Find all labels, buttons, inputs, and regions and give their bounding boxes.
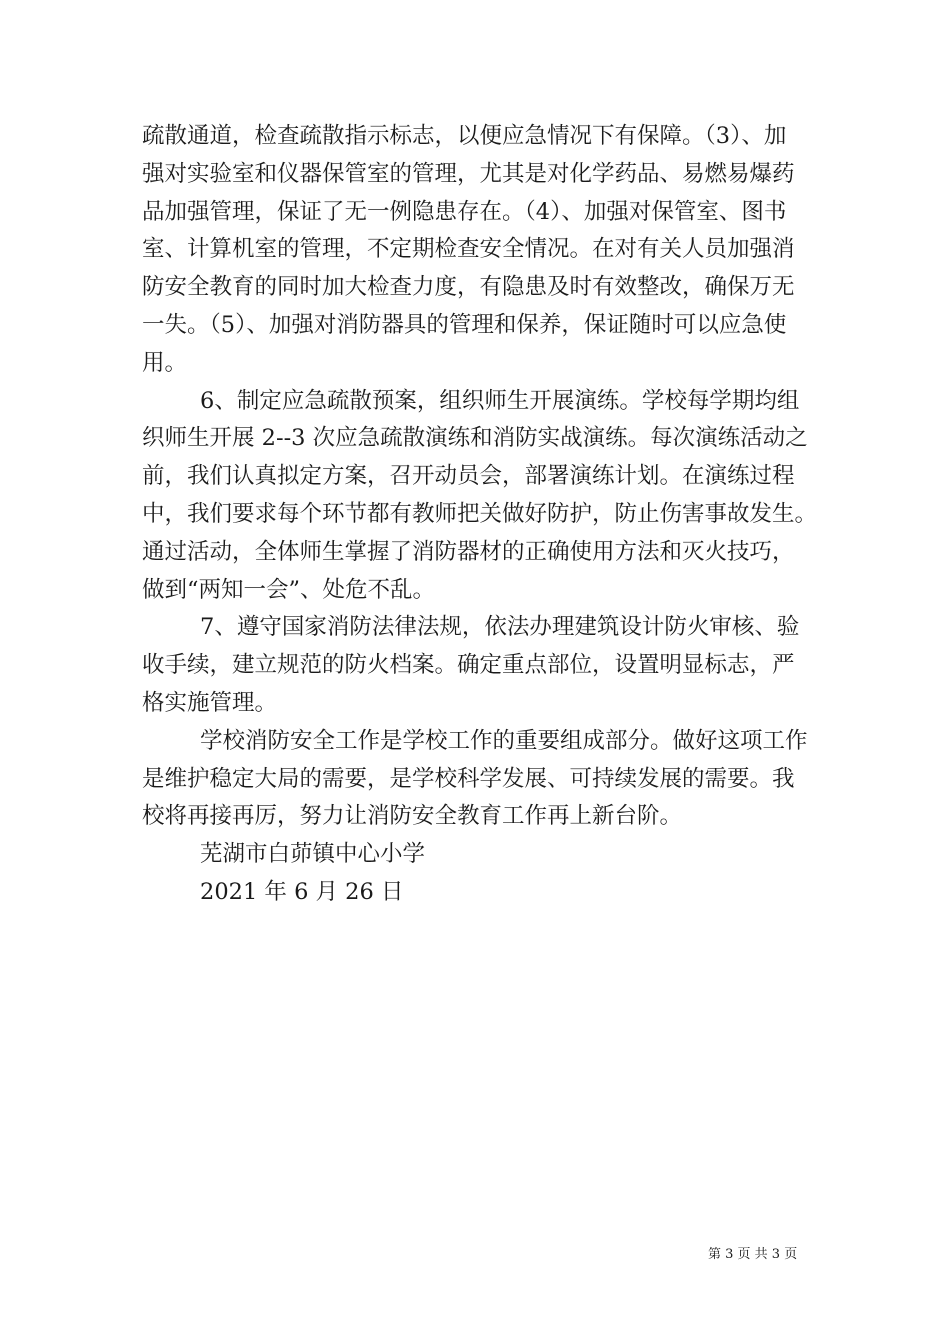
text-line: 校将再接再厉，努力让消防安全教育工作再上新台阶。: [142, 803, 683, 830]
text-line: 前，我们认真拟定方案，召开动员会，部署演练计划。在演练过程: [142, 463, 795, 490]
signature-school: 芜湖市白茆镇中心小学: [200, 841, 426, 868]
paragraph-6-start: 6、制定应急疏散预案，组织师生开展演练。学校每学期均组: [200, 387, 800, 414]
conclusion-paragraph-start: 学校消防安全工作是学校工作的重要组成部分。做好这项工作: [200, 727, 808, 754]
text-line: 疏散通道，检查疏散指示标志，以便应急情况下有保障。（3）、加: [142, 123, 787, 149]
page-number-footer: 第 3 页 共 3 页: [708, 1247, 798, 1262]
text-line: 品加强管理，保证了无一例隐患存在。（4）、加强对保管室、图书: [142, 198, 787, 225]
paragraph-7-start: 7、遵守国家消防法律法规，依法办理建筑设计防火审核、验: [200, 614, 800, 641]
text-line: 用。: [142, 349, 188, 376]
text-line: 是维护稳定大局的需要，是学校科学发展、可持续发展的需要。我: [142, 765, 795, 792]
document-body: [142, 118, 832, 912]
text-line: 通过活动，全体师生掌握了消防器材的正确使用方法和灭火技巧，: [142, 538, 795, 565]
text-line: 中，我们要求每个环节都有教师把关做好防护，防止伤害事故发生。: [142, 500, 818, 527]
signature-date: 2021 年 6 月 26 日: [200, 878, 404, 905]
text-line: 强对实验室和仪器保管室的管理，尤其是对化学药品、易燃易爆药: [142, 160, 795, 187]
text-line: 格实施管理。: [142, 689, 278, 716]
text-line: 一失。（5）、加强对消防器具的管理和保养，保证随时可以应急使: [142, 311, 787, 338]
text-line: 织师生开展 2--3 次应急疏散演练和消防实战演练。每次演练活动之: [142, 425, 808, 452]
text-line: 室、计算机室的管理，不定期检查安全情况。在对有关人员加强消: [142, 236, 795, 263]
text-line: 防安全教育的同时加大检查力度，有隐患及时有效整改，确保万无: [142, 274, 795, 301]
text-line: 做到“两知一会”、处危不乱。: [142, 576, 436, 603]
text-line: 收手续，建立规范的防火档案。确定重点部位，设置明显标志，严: [142, 652, 795, 679]
